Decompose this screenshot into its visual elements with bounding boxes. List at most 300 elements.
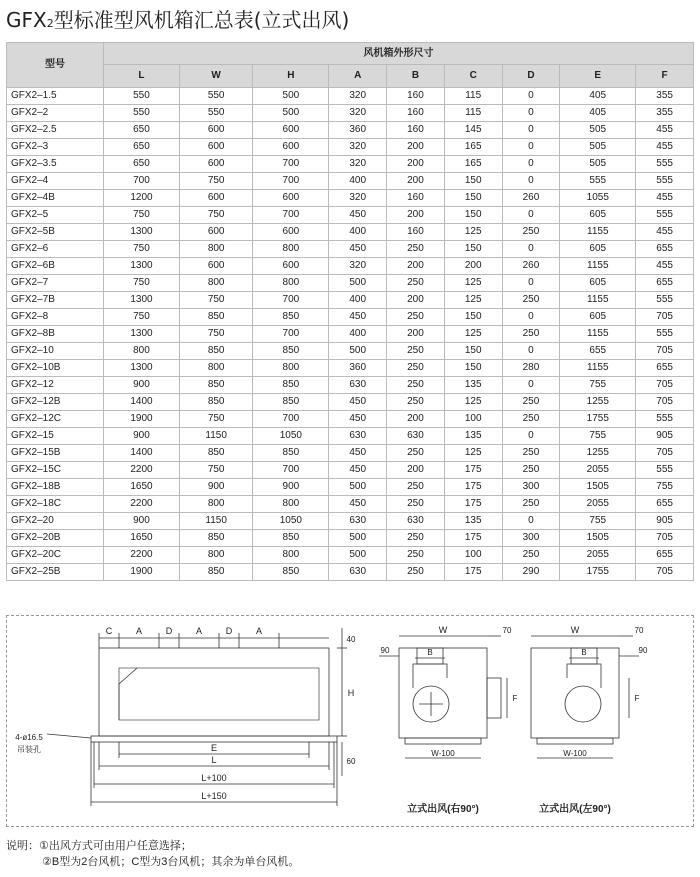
value-cell: 250	[387, 241, 445, 258]
value-cell: 250	[387, 309, 445, 326]
value-cell: 850	[253, 564, 329, 581]
note-line-1: 说明：①出风方式可由用户任意选择；	[6, 840, 192, 852]
value-cell: 800	[253, 241, 329, 258]
value-cell: 405	[560, 105, 636, 122]
model-cell: GFX2–7	[7, 275, 104, 292]
value-cell: 750	[179, 207, 253, 224]
value-cell: 605	[560, 241, 636, 258]
value-cell: 160	[387, 105, 445, 122]
dim-l-plus-150: L+150	[201, 791, 227, 801]
value-cell: 125	[444, 445, 502, 462]
value-cell: 175	[444, 496, 502, 513]
table-row	[7, 224, 694, 241]
value-cell: 750	[179, 411, 253, 428]
value-cell: 630	[329, 513, 387, 530]
value-cell: 455	[636, 258, 694, 275]
dim-40: 40	[346, 635, 356, 644]
value-cell: 1055	[560, 190, 636, 207]
value-cell: 175	[444, 479, 502, 496]
value-cell: 320	[329, 105, 387, 122]
dim-a3: A	[255, 626, 263, 636]
value-cell: 900	[253, 479, 329, 496]
value-cell: 555	[636, 462, 694, 479]
table-row	[7, 479, 694, 496]
dimension-drawing	[6, 615, 694, 827]
outlet-opening	[119, 668, 319, 720]
value-cell: 700	[253, 173, 329, 190]
table-row	[7, 326, 694, 343]
value-cell: 650	[104, 122, 180, 139]
value-cell: 0	[502, 173, 560, 190]
table-row	[7, 241, 694, 258]
model-cell: GFX2–20B	[7, 530, 104, 547]
value-cell: 900	[104, 377, 180, 394]
value-cell: 455	[636, 122, 694, 139]
value-cell: 250	[387, 394, 445, 411]
value-cell: 600	[253, 139, 329, 156]
value-cell: 100	[444, 411, 502, 428]
value-cell: 755	[560, 428, 636, 445]
value-cell: 700	[253, 326, 329, 343]
value-cell: 125	[444, 224, 502, 241]
value-cell: 150	[444, 241, 502, 258]
value-cell: 135	[444, 428, 502, 445]
model-cell: GFX2–4B	[7, 190, 104, 207]
value-cell: 450	[329, 207, 387, 224]
value-cell: 500	[329, 530, 387, 547]
value-cell: 605	[560, 207, 636, 224]
value-cell: 1155	[560, 360, 636, 377]
hole-label-2: 吊装孔	[17, 745, 41, 754]
value-cell: 405	[560, 88, 636, 105]
value-cell: 1650	[104, 530, 180, 547]
value-cell: 1155	[560, 258, 636, 275]
column-header: H	[253, 65, 329, 88]
value-cell: 150	[444, 173, 502, 190]
table-row	[7, 122, 694, 139]
value-cell: 280	[502, 360, 560, 377]
value-cell: 550	[179, 105, 253, 122]
value-cell: 605	[560, 309, 636, 326]
value-cell: 600	[253, 190, 329, 207]
value-cell: 115	[444, 88, 502, 105]
value-cell: 655	[636, 360, 694, 377]
column-header: D	[502, 65, 560, 88]
value-cell: 175	[444, 564, 502, 581]
value-cell: 0	[502, 156, 560, 173]
value-cell: 655	[636, 547, 694, 564]
value-cell: 755	[560, 513, 636, 530]
value-cell: 455	[636, 139, 694, 156]
value-cell: 400	[329, 173, 387, 190]
value-cell: 125	[444, 394, 502, 411]
value-cell: 705	[636, 377, 694, 394]
value-cell: 500	[253, 88, 329, 105]
value-cell: 605	[560, 275, 636, 292]
note-line-2: ②B型为2台风机；C型为3台风机；其余为单台风机。	[42, 856, 300, 868]
value-cell: 250	[387, 479, 445, 496]
value-cell: 1300	[104, 258, 180, 275]
value-cell: 150	[444, 309, 502, 326]
model-cell: GFX2–18C	[7, 496, 104, 513]
value-cell: 1900	[104, 411, 180, 428]
value-cell: 2055	[560, 547, 636, 564]
value-cell: 320	[329, 258, 387, 275]
value-cell: 655	[636, 275, 694, 292]
model-cell: GFX2–3.5	[7, 156, 104, 173]
left-view-box	[531, 648, 619, 738]
column-header: L	[104, 65, 180, 88]
value-cell: 100	[444, 547, 502, 564]
value-cell: 1755	[560, 411, 636, 428]
value-cell: 355	[636, 88, 694, 105]
value-cell: 1300	[104, 360, 180, 377]
value-cell: 505	[560, 122, 636, 139]
value-cell: 800	[179, 360, 253, 377]
value-cell: 0	[502, 343, 560, 360]
value-cell: 900	[104, 513, 180, 530]
dim-l: L	[211, 755, 217, 765]
left-dim-b: B	[581, 648, 587, 657]
value-cell: 150	[444, 343, 502, 360]
value-cell: 550	[104, 105, 180, 122]
model-cell: GFX2–3	[7, 139, 104, 156]
value-cell: 750	[104, 309, 180, 326]
value-cell: 200	[387, 258, 445, 275]
value-cell: 250	[387, 343, 445, 360]
model-cell: GFX2–10B	[7, 360, 104, 377]
value-cell: 850	[179, 564, 253, 581]
value-cell: 600	[179, 190, 253, 207]
left-dim-90: 90	[638, 646, 648, 655]
value-cell: 550	[104, 88, 180, 105]
table-row	[7, 292, 694, 309]
value-cell: 360	[329, 360, 387, 377]
table-row	[7, 173, 694, 190]
value-cell: 1300	[104, 224, 180, 241]
value-cell: 850	[253, 309, 329, 326]
value-cell: 800	[253, 496, 329, 513]
value-cell: 800	[253, 275, 329, 292]
value-cell: 0	[502, 275, 560, 292]
value-cell: 135	[444, 513, 502, 530]
left-dim-70: 70	[634, 626, 644, 635]
model-cell: GFX2–20	[7, 513, 104, 530]
value-cell: 555	[636, 411, 694, 428]
value-cell: 250	[387, 275, 445, 292]
value-cell: 700	[253, 292, 329, 309]
table-row	[7, 496, 694, 513]
table-row	[7, 139, 694, 156]
model-cell: GFX2–12	[7, 377, 104, 394]
value-cell: 200	[444, 258, 502, 275]
value-cell: 250	[502, 462, 560, 479]
value-cell: 145	[444, 122, 502, 139]
value-cell: 850	[179, 445, 253, 462]
column-header: C	[444, 65, 502, 88]
value-cell: 600	[179, 122, 253, 139]
table-row	[7, 105, 694, 122]
value-cell: 850	[253, 343, 329, 360]
value-cell: 850	[179, 343, 253, 360]
model-cell: GFX2–10	[7, 343, 104, 360]
right-dim-b: B	[427, 648, 433, 657]
table-row	[7, 547, 694, 564]
dim-e: E	[210, 743, 218, 753]
value-cell: 250	[387, 564, 445, 581]
value-cell: 450	[329, 411, 387, 428]
value-cell: 175	[444, 462, 502, 479]
table-row	[7, 513, 694, 530]
value-cell: 1150	[179, 428, 253, 445]
column-header: E	[560, 65, 636, 88]
value-cell: 250	[502, 496, 560, 513]
value-cell: 160	[387, 224, 445, 241]
dim-h: H	[347, 688, 355, 698]
value-cell: 0	[502, 122, 560, 139]
value-cell: 905	[636, 513, 694, 530]
dim-a1: A	[135, 626, 143, 636]
model-cell: GFX2–5B	[7, 224, 104, 241]
value-cell: 250	[502, 411, 560, 428]
value-cell: 1505	[560, 530, 636, 547]
value-cell: 705	[636, 343, 694, 360]
value-cell: 630	[329, 564, 387, 581]
value-cell: 700	[253, 411, 329, 428]
value-cell: 200	[387, 462, 445, 479]
value-cell: 850	[253, 445, 329, 462]
value-cell: 750	[104, 207, 180, 224]
value-cell: 630	[387, 428, 445, 445]
dim-l-plus-100: L+100	[201, 773, 227, 783]
value-cell: 125	[444, 326, 502, 343]
value-cell: 400	[329, 326, 387, 343]
value-cell: 750	[179, 462, 253, 479]
value-cell: 850	[253, 530, 329, 547]
value-cell: 1155	[560, 292, 636, 309]
value-cell: 150	[444, 207, 502, 224]
value-cell: 500	[329, 479, 387, 496]
value-cell: 700	[253, 156, 329, 173]
value-cell: 705	[636, 530, 694, 547]
table-row	[7, 309, 694, 326]
value-cell: 125	[444, 292, 502, 309]
value-cell: 450	[329, 462, 387, 479]
value-cell: 555	[560, 173, 636, 190]
column-header-row	[7, 65, 694, 88]
value-cell: 800	[179, 547, 253, 564]
dim-a2: A	[195, 626, 203, 636]
right-caption: 立式出风(右90°)	[407, 804, 479, 815]
table-row	[7, 360, 694, 377]
table-row	[7, 428, 694, 445]
value-cell: 600	[253, 258, 329, 275]
value-cell: 160	[387, 122, 445, 139]
value-cell: 1155	[560, 326, 636, 343]
value-cell: 450	[329, 241, 387, 258]
page-title: GFX2型标准型风机箱汇总表(立式出风)	[6, 8, 350, 32]
value-cell: 705	[636, 309, 694, 326]
model-cell: GFX2–12B	[7, 394, 104, 411]
value-cell: 905	[636, 428, 694, 445]
column-header: F	[636, 65, 694, 88]
value-cell: 600	[179, 224, 253, 241]
spec-table	[6, 42, 694, 581]
value-cell: 700	[253, 207, 329, 224]
value-cell: 650	[104, 156, 180, 173]
value-cell: 850	[179, 377, 253, 394]
value-cell: 160	[387, 88, 445, 105]
value-cell: 250	[387, 530, 445, 547]
model-cell: GFX2–5	[7, 207, 104, 224]
value-cell: 165	[444, 156, 502, 173]
right-dim-w100: W-100	[431, 749, 455, 758]
table-row	[7, 343, 694, 360]
value-cell: 200	[387, 173, 445, 190]
value-cell: 755	[636, 479, 694, 496]
value-cell: 1755	[560, 564, 636, 581]
value-cell: 290	[502, 564, 560, 581]
column-header: A	[329, 65, 387, 88]
left-dim-f: F	[634, 694, 640, 703]
model-cell: GFX2–6	[7, 241, 104, 258]
value-cell: 250	[387, 360, 445, 377]
value-cell: 750	[179, 326, 253, 343]
dim-d2: D	[225, 626, 233, 636]
value-cell: 1255	[560, 394, 636, 411]
model-cell: GFX2–25B	[7, 564, 104, 581]
value-cell: 0	[502, 377, 560, 394]
value-cell: 600	[253, 224, 329, 241]
left-dim-w100: W-100	[563, 749, 587, 758]
value-cell: 2200	[104, 462, 180, 479]
value-cell: 150	[444, 360, 502, 377]
value-cell: 655	[636, 241, 694, 258]
model-cell: GFX2–8B	[7, 326, 104, 343]
value-cell: 900	[104, 428, 180, 445]
value-cell: 150	[444, 190, 502, 207]
value-cell: 630	[329, 377, 387, 394]
value-cell: 250	[502, 224, 560, 241]
value-cell: 555	[636, 292, 694, 309]
table-row	[7, 258, 694, 275]
group-header: 风机箱外形尺寸	[104, 43, 694, 65]
value-cell: 1300	[104, 326, 180, 343]
value-cell: 850	[179, 394, 253, 411]
dim-c: C	[105, 626, 113, 636]
value-cell: 1400	[104, 445, 180, 462]
column-header: B	[387, 65, 445, 88]
value-cell: 450	[329, 394, 387, 411]
value-cell: 555	[636, 173, 694, 190]
value-cell: 250	[502, 547, 560, 564]
value-cell: 250	[387, 547, 445, 564]
model-cell: GFX2–2	[7, 105, 104, 122]
value-cell: 555	[636, 207, 694, 224]
value-cell: 250	[502, 292, 560, 309]
value-cell: 850	[179, 309, 253, 326]
model-cell: GFX2–20C	[7, 547, 104, 564]
value-cell: 1650	[104, 479, 180, 496]
model-cell: GFX2–7B	[7, 292, 104, 309]
value-cell: 750	[179, 292, 253, 309]
value-cell: 550	[179, 88, 253, 105]
right-dim-90: 90	[380, 646, 390, 655]
value-cell: 0	[502, 88, 560, 105]
model-cell: GFX2–18B	[7, 479, 104, 496]
value-cell: 755	[560, 377, 636, 394]
value-cell: 630	[387, 513, 445, 530]
model-cell: GFX2–15C	[7, 462, 104, 479]
value-cell: 1300	[104, 292, 180, 309]
value-cell: 800	[253, 547, 329, 564]
drawing-svg	[7, 616, 695, 828]
value-cell: 320	[329, 156, 387, 173]
value-cell: 630	[329, 428, 387, 445]
value-cell: 600	[179, 258, 253, 275]
right-dim-w: W	[438, 625, 448, 635]
table-row	[7, 530, 694, 547]
column-header: W	[179, 65, 253, 88]
value-cell: 0	[502, 105, 560, 122]
table-row	[7, 377, 694, 394]
value-cell: 300	[502, 479, 560, 496]
value-cell: 750	[104, 241, 180, 258]
value-cell: 500	[329, 547, 387, 564]
left-fan-circle	[565, 686, 601, 722]
value-cell: 500	[329, 343, 387, 360]
model-cell: GFX2–12C	[7, 411, 104, 428]
table-row	[7, 207, 694, 224]
value-cell: 600	[179, 139, 253, 156]
value-cell: 355	[636, 105, 694, 122]
value-cell: 500	[253, 105, 329, 122]
left-dim-w: W	[570, 625, 580, 635]
value-cell: 200	[387, 292, 445, 309]
value-cell: 700	[104, 173, 180, 190]
model-cell: GFX2–2.5	[7, 122, 104, 139]
value-cell: 250	[387, 445, 445, 462]
model-cell: GFX2–15	[7, 428, 104, 445]
spec-body	[7, 88, 694, 581]
value-cell: 0	[502, 428, 560, 445]
value-cell: 1155	[560, 224, 636, 241]
model-cell: GFX2–8	[7, 309, 104, 326]
value-cell: 450	[329, 496, 387, 513]
value-cell: 800	[104, 343, 180, 360]
table-row	[7, 190, 694, 207]
value-cell: 0	[502, 139, 560, 156]
value-cell: 655	[636, 496, 694, 513]
value-cell: 2055	[560, 496, 636, 513]
value-cell: 1255	[560, 445, 636, 462]
table-row	[7, 275, 694, 292]
value-cell: 400	[329, 292, 387, 309]
value-cell: 0	[502, 207, 560, 224]
value-cell: 160	[387, 190, 445, 207]
value-cell: 455	[636, 190, 694, 207]
model-cell: GFX2–15B	[7, 445, 104, 462]
value-cell: 400	[329, 224, 387, 241]
right-dim-f: F	[512, 694, 518, 703]
value-cell: 505	[560, 139, 636, 156]
value-cell: 1505	[560, 479, 636, 496]
value-cell: 260	[502, 190, 560, 207]
value-cell: 320	[329, 139, 387, 156]
value-cell: 850	[179, 530, 253, 547]
value-cell: 250	[502, 326, 560, 343]
value-cell: 800	[179, 241, 253, 258]
